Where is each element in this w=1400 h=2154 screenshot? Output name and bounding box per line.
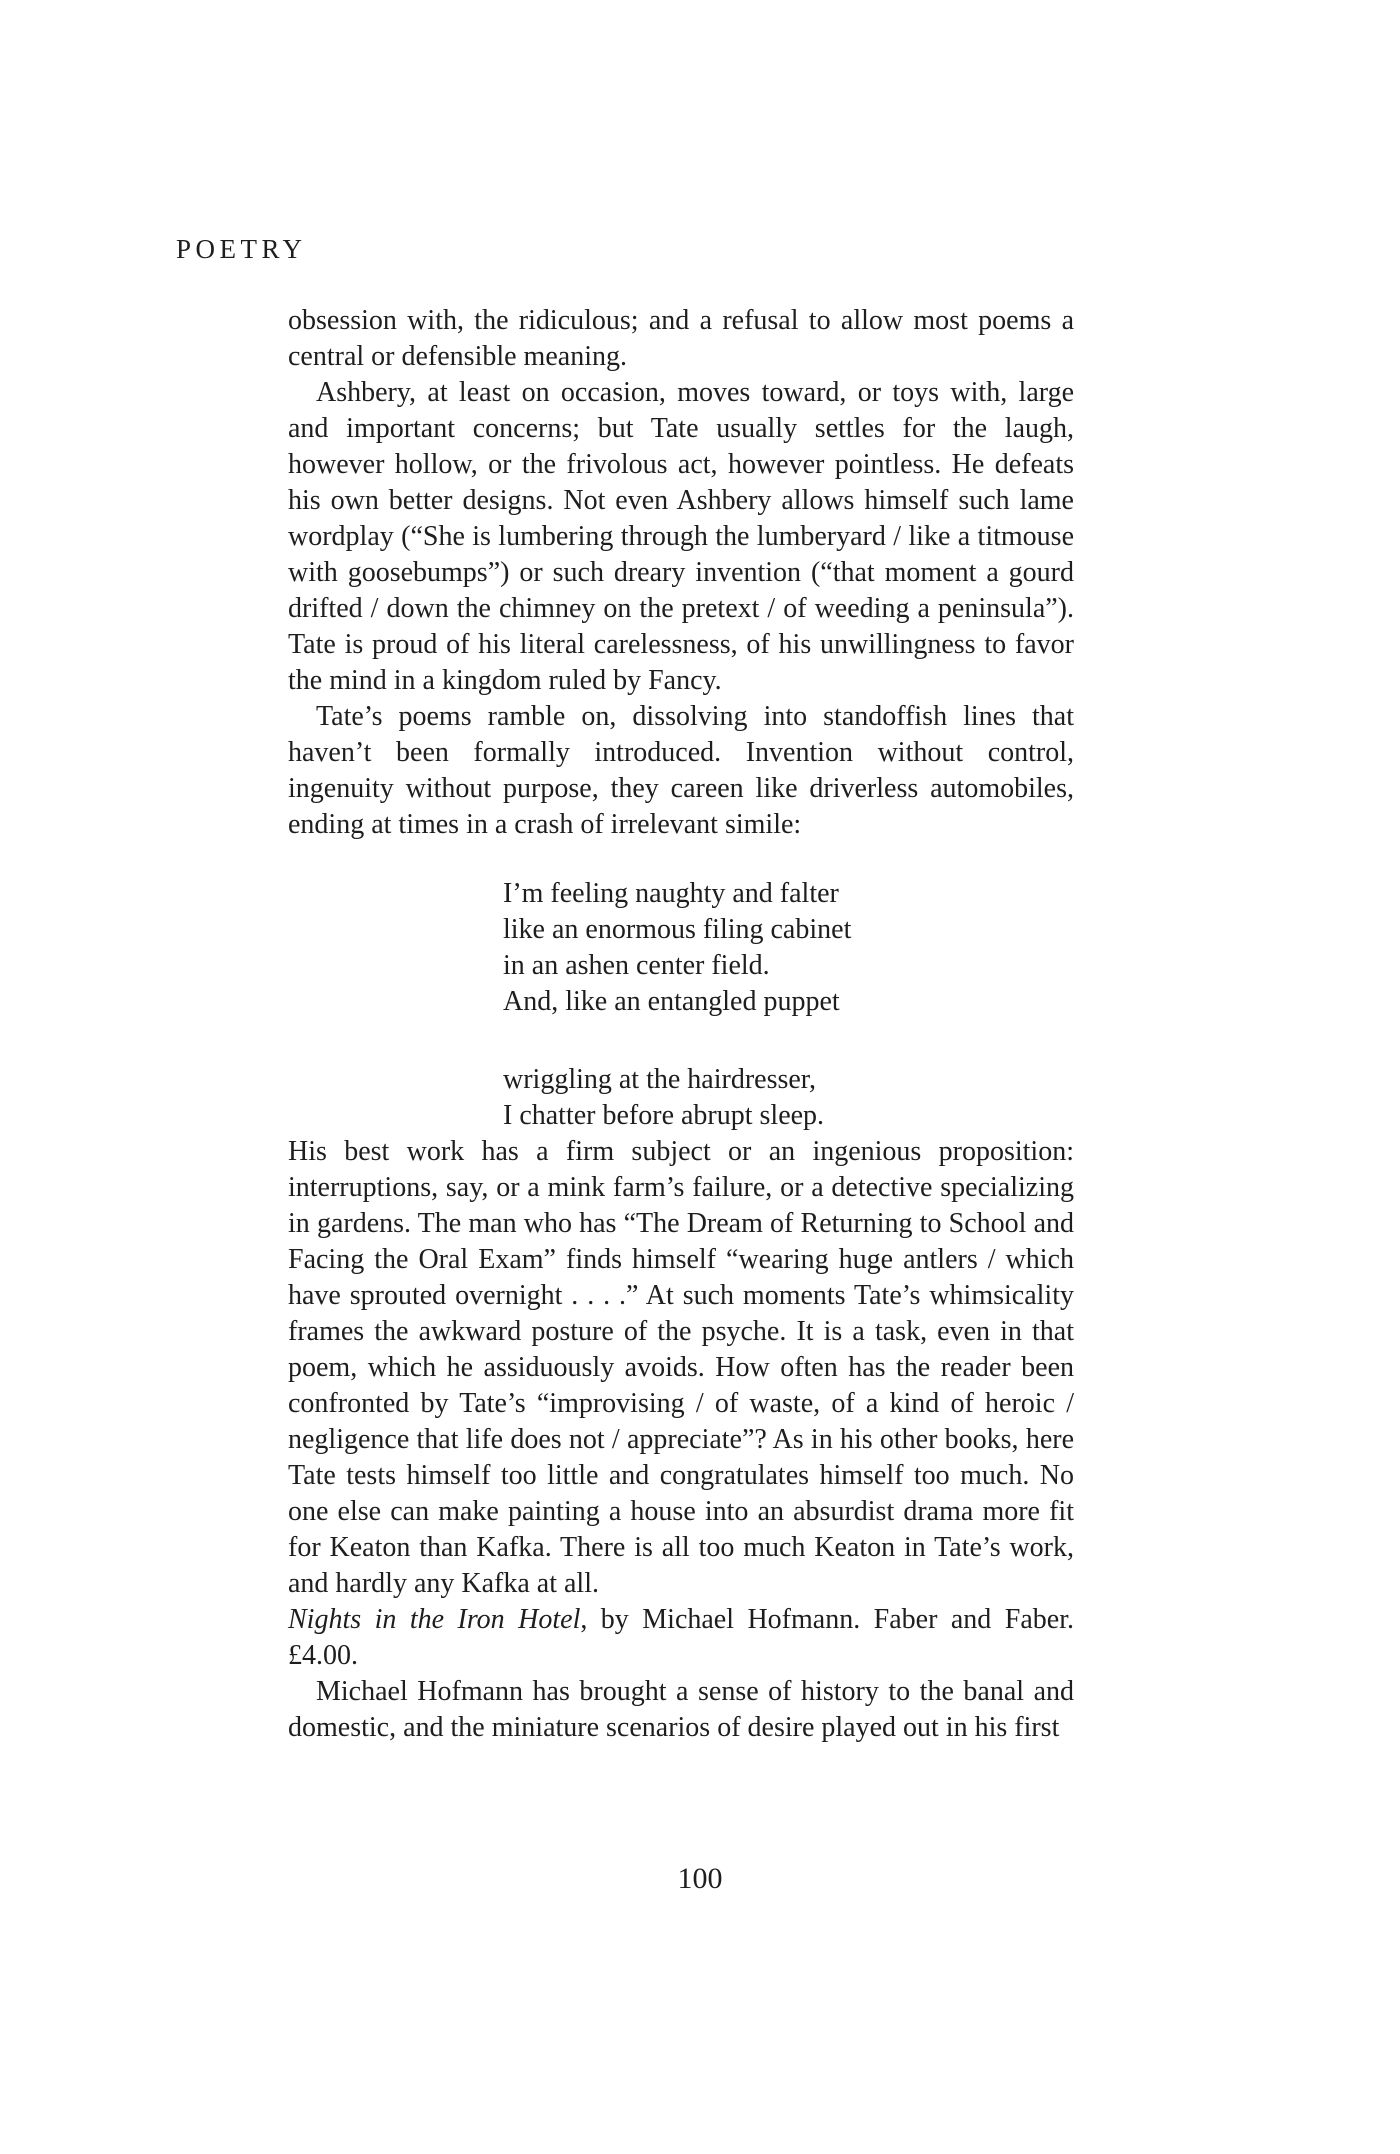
body-text	[288, 303, 1074, 1746]
page-number: 100	[677, 1862, 723, 1895]
poem-line: And, like an entangled puppet	[503, 986, 840, 1017]
poem-line: in an ashen center field.	[503, 950, 770, 981]
paragraph-1: obsession with, the ridiculous; and a refusal to allow most poems a central or defensible meaning.	[288, 305, 1074, 372]
paragraph-2: Ashbery, at least on occasion, moves toward, or toys with, large and important concerns; but Tate usually settles for the laugh, however hollow, or the frivolous act, however pointless. He defeats his own better designs. Not even Ashbery allows himself such lame wordplay (“She is lumbering through the lumberyard / like a titmouse with goosebumps”) or such dreary invention (“that moment a gourd drifted / down the chimney on the pretext / of weeding a peninsula”). Tate is proud of his literal carelessness, of his unwillingness to favor the mind in a kingdom ruled by Fancy.	[288, 377, 1074, 696]
poem-line: I’m feeling naughty and falter	[503, 878, 839, 909]
review-heading	[288, 1602, 1074, 1674]
paragraph-3: Tate’s poems ramble on, dissolving into standoffish lines that haven’t been formally introduced. Invention without control, ingenuity without purpose, they careen like driverless automobiles, ending at times in a crash of irrelevant simile:	[288, 701, 1074, 840]
book-title: Nights in the Iron Hotel	[288, 1604, 581, 1635]
book-details: , by Michael Hofmann. Faber and Faber. £4.00.	[288, 1604, 1074, 1671]
paragraph-4: His best work has a firm subject or an ingenious proposition: interruptions, say, or a mink farm’s failure, or a detective specializing in gardens. The man who has “The Dream of Returning to School and Facing the Oral Exam” finds himself “wearing huge antlers / which have sprouted overnight . . . .” At such moments Tate’s whimsicality frames the awkward posture of the psyche. It is a task, even in that poem, which he assiduously avoids. How often has the reader been confronted by Tate’s “improvising / of waste, of a kind of heroic / negligence that life does not / appreciate”? As in his other books, here Tate tests himself too little and congratulates himself too much. No one else can make painting a house into an absurdist drama more fit for Keaton than Kafka. There is all too much Keaton in Tate’s work, and hardly any Kafka at all.	[288, 1136, 1074, 1599]
poem-line: wriggling at the hairdresser,	[503, 1064, 817, 1095]
poem-line: like an enormous filing cabinet	[503, 914, 852, 945]
review-paragraph: Michael Hofmann has brought a sense of history to the banal and domestic, and the miniature scenarios of desire played out in his first	[288, 1676, 1074, 1743]
running-head: POETRY	[176, 234, 307, 264]
quoted-poem	[503, 876, 1074, 1134]
stanza-break	[503, 1020, 1074, 1062]
poem-line: I chatter before abrupt sleep.	[503, 1100, 825, 1131]
